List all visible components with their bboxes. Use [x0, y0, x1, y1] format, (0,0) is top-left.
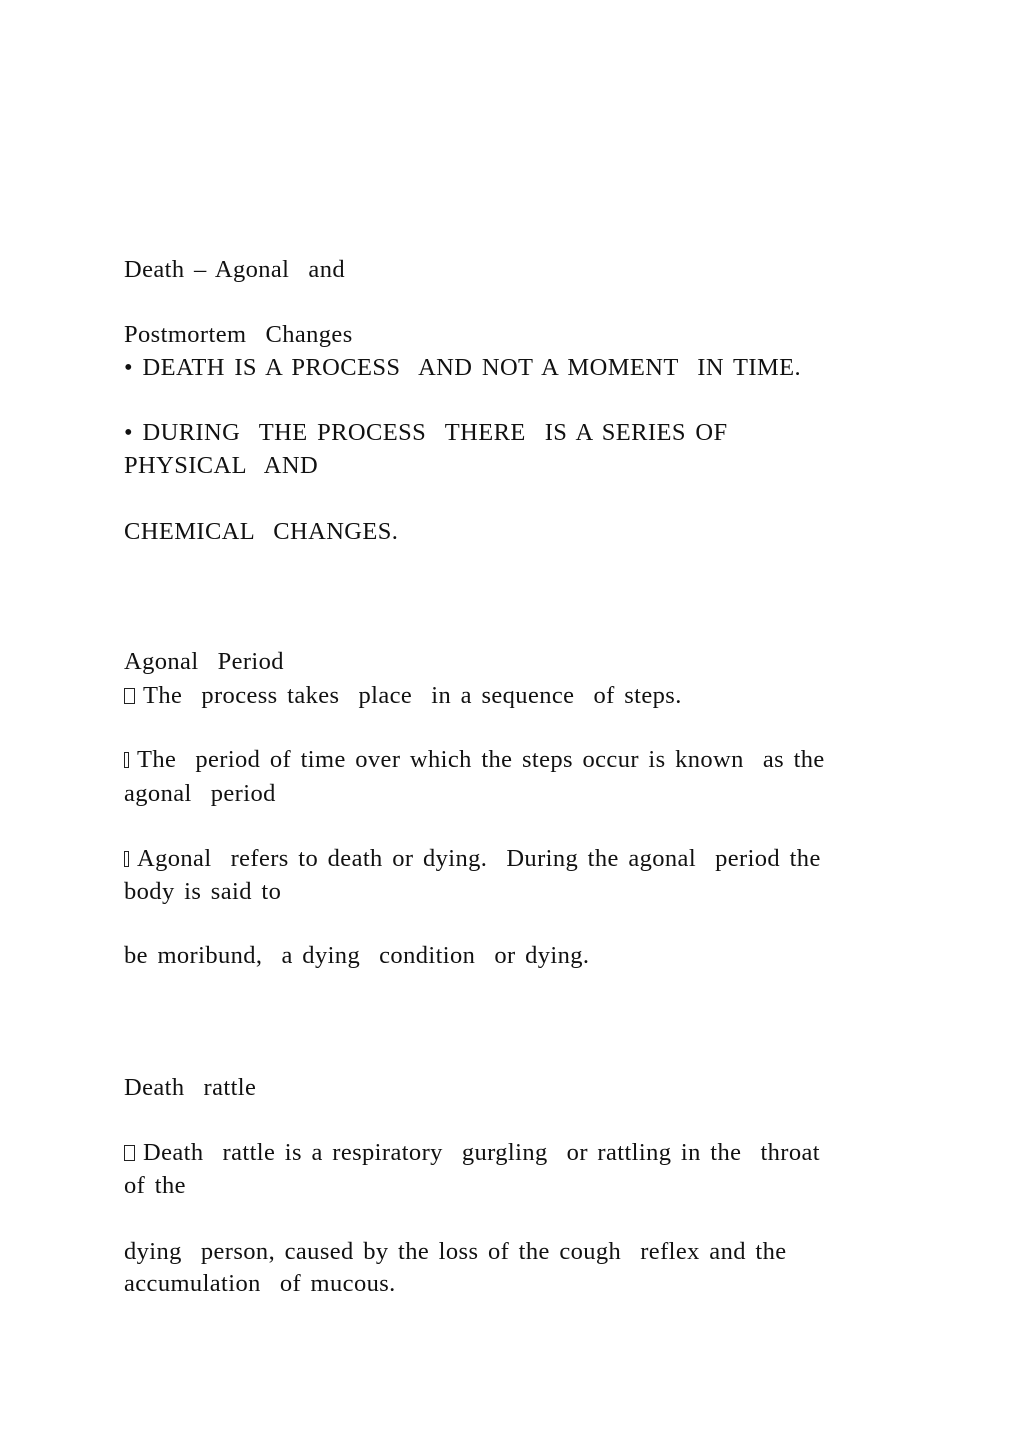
- list-item-agonal-line-2: body is said to: [124, 878, 282, 905]
- list-item-rattle-line-1: [124, 1138, 820, 1168]
- bullet-series-line-2: PHYSICAL AND: [124, 452, 319, 479]
- bullet-death-process: • DEATH IS A PROCESS AND NOT A MOMENT IN TIME.: [124, 354, 802, 381]
- bullet-series-line-1: • DURING THE PROCESS THERE IS A SERIES OF: [124, 419, 728, 446]
- list-item-text: Agonal refers to death or dying. During the agonal period the: [137, 845, 821, 872]
- list-item-text: Death rattle is a respiratory gurgling or rattling in the throat: [143, 1139, 820, 1166]
- missing-glyph-icon: [124, 688, 135, 704]
- list-item-sequence: [124, 681, 682, 711]
- missing-glyph-icon: [124, 752, 129, 768]
- title-line-2: Postmortem Changes: [124, 321, 353, 348]
- list-item-agonal-line-1: [124, 844, 821, 874]
- list-item-rattle-line-4: accumulation of mucous.: [124, 1270, 396, 1297]
- list-item-period-line-2: agonal period: [124, 780, 276, 807]
- list-item-text: The process takes place in a sequence of steps.: [143, 682, 682, 709]
- missing-glyph-icon: [124, 851, 129, 867]
- title-line-1: Death – Agonal and: [124, 256, 345, 283]
- list-item-period-line-1: [124, 745, 825, 775]
- list-item-rattle-line-3: dying person, caused by the loss of the cough reflex and the: [124, 1238, 787, 1265]
- bullet-series-line-3: CHEMICAL CHANGES.: [124, 518, 399, 545]
- list-item-text: The period of time over which the steps occur is known as the: [137, 746, 825, 773]
- section-heading-death-rattle: Death rattle: [124, 1074, 257, 1101]
- missing-glyph-icon: [124, 1145, 135, 1161]
- list-item-rattle-line-2: of the: [124, 1172, 186, 1199]
- list-item-agonal-line-3: be moribund, a dying condition or dying.: [124, 942, 590, 969]
- section-heading-agonal-period: Agonal Period: [124, 648, 284, 675]
